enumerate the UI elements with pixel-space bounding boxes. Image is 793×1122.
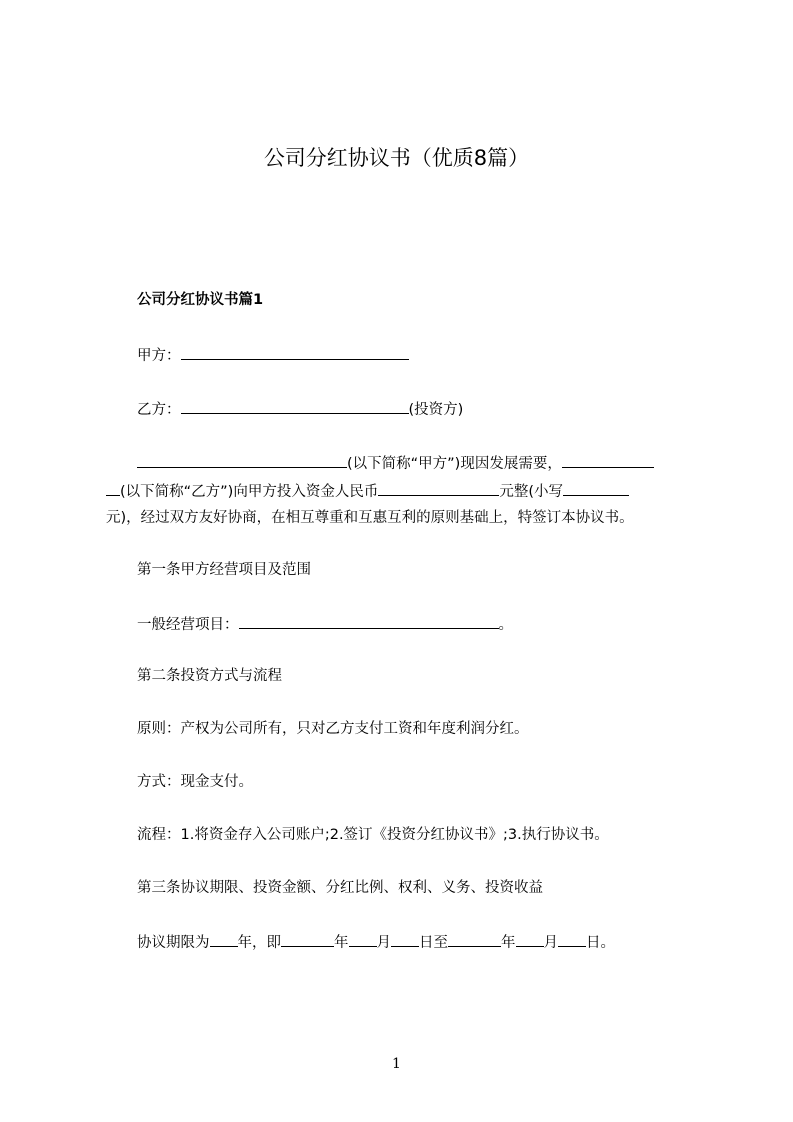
term-month-label-1: 月 [376, 935, 391, 951]
start-day-blank [391, 931, 419, 947]
intro-row-2-text-b: 元整(小写 [499, 484, 564, 500]
scope-line [137, 613, 513, 635]
article-1-title: 第一条甲方经营项目及范围 [137, 562, 311, 578]
term-month-label-2: 月 [543, 935, 558, 951]
term-year-label-3: 年 [501, 935, 516, 951]
intro-paragraph [106, 452, 702, 528]
party-a-line [137, 344, 409, 366]
term-prefix: 协议期限为 [137, 935, 210, 951]
article-2-title: 第二条投资方式与流程 [137, 668, 282, 684]
document-title: 公司分红协议书（优质8篇） [263, 146, 530, 170]
party-a-blank [181, 344, 409, 360]
company-name-blank [137, 452, 347, 468]
intro-row-3: 元)，经过双方友好协商，在相互尊重和互惠互利的原则基础上，特签订本协议书。 [106, 510, 634, 526]
principle-line: 原则：产权为公司所有，只对乙方支付工资和年度利润分红。 [137, 721, 529, 737]
amount-words-blank [378, 480, 499, 496]
page-number: 1 [392, 1056, 401, 1072]
investor-name-blank-2 [106, 480, 120, 496]
process-line: 流程：1.将资金存入公司账户;2.签订《投资分红协议书》;3.执行协议书。 [137, 827, 609, 843]
scope-label: 一般经营项目： [137, 617, 239, 633]
start-month-blank [349, 931, 377, 947]
article-3-title: 第三条协议期限、投资金额、分红比例、权利、义务、投资收益 [137, 880, 543, 896]
method-line: 方式：现金支付。 [137, 774, 253, 790]
party-b-suffix: (投资方) [408, 402, 464, 418]
term-year-label-1: 年，即 [237, 935, 281, 951]
intro-row-2-text-a: (以下简称“乙方”)向甲方投入资金人民币 [120, 484, 379, 500]
scope-end: 。 [498, 617, 513, 633]
term-day-to-label: 日至 [419, 935, 448, 951]
scope-blank [239, 613, 499, 629]
party-b-line [137, 398, 463, 420]
term-day-end-label: 日。 [586, 935, 615, 951]
party-a-label: 甲方： [137, 348, 181, 364]
start-year-blank [281, 931, 334, 947]
end-month-blank [516, 931, 544, 947]
investor-name-blank-1 [562, 452, 654, 468]
party-b-label: 乙方： [137, 402, 181, 418]
term-year-label-2: 年 [334, 935, 349, 951]
amount-figures-blank [563, 480, 629, 496]
intro-row-2 [106, 480, 629, 502]
term-years-blank [210, 931, 238, 947]
end-year-blank [448, 931, 501, 947]
section-heading: 公司分红协议书篇1 [137, 292, 264, 308]
party-b-blank [181, 398, 409, 414]
end-day-blank [558, 931, 586, 947]
term-line [137, 931, 615, 953]
intro-row-1 [137, 452, 654, 474]
intro-row-1-text: (以下简称“甲方”)现因发展需要， [347, 456, 562, 472]
